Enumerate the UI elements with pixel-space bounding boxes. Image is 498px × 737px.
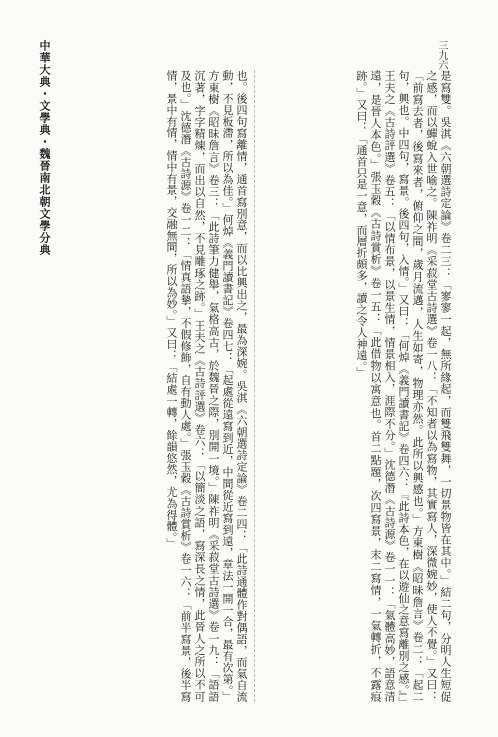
column-divider — [254, 70, 255, 702]
text-column-left: 也。後四句寫離情，通首寫別意，而以比興出之，最為深婉。吳淇《六朝選詩定論》卷二四：「此詩通體作對偶語，而氣自流動，不見板滯，所以為佳。」何焯《義門讀書記》卷四七：「起處從遠寫到近，中間從近寫到遠，章法一開一合，最有次第。」方東樹《昭昧詹言》卷三：「此詩筆力健舉，氣格高古，於魏晉之際，別開一境。」陳祚明《采菽堂古詩選》卷一九：「語語沉著，字字精煉，而出以自然，不見雕琢之跡。」王夫之《古詩評選》卷六：「以簡淡之語，寫深長之情，此晉人之所以不可及也。」沈德潛《古詩源》卷一二：「情真語摯，不假修飾，自有動人處。」張玉穀《古詩賞析》卷一六：「前半寫景，後半寫情，景中有情，情中有景，交融無間，所以為妙。」又曰：「結處一轉，餘韻悠然，尤為得體。」 — [165, 70, 248, 702]
page-header: 中華大典・文學典・魏晉南北朝文學分典 — [38, 40, 51, 256]
text-column-right: 是寫雙。吳淇《六朝選詩定論》卷二三：「寥寥一起，無所緣起，而雙飛雙舞，一切景物皆在其中。」結二句，分明人生短促之感，而以蟬蛻入世喻之。陳祚明《采菽堂古詩選》卷一八：「不知者以為寫物，其實寫人，深微婉妙，使人不覺。」又曰：「前寫去者，後寫來者，俯仰之間，歲月流邁，人生如寄，物理亦然。此所以興感也。」方東樹《昭昧詹言》卷二：「起二句，興也。中四句，寫景。後四句，入情。」又曰：「何焯《義門讀書記》卷四六：『此詩本色，在以遊仙之意寫離別之感。』」王夫之《古詩評選》卷五：「以情布景，以景生情，情景相入，涯際不分。」沈德潛《古詩源》卷一一：「氣體高妙，語意清遠，是晉人本色。」張玉穀《古詩賞析》卷一五：「此借物以寓意也。首二點題，次四寫景，末二寫情，一氣轉折，不露痕跡。」又曰：「通首只是一意，而層折頗多，讀之令人神遠。」 — [355, 70, 452, 702]
page-number: 三九六 — [436, 40, 447, 70]
